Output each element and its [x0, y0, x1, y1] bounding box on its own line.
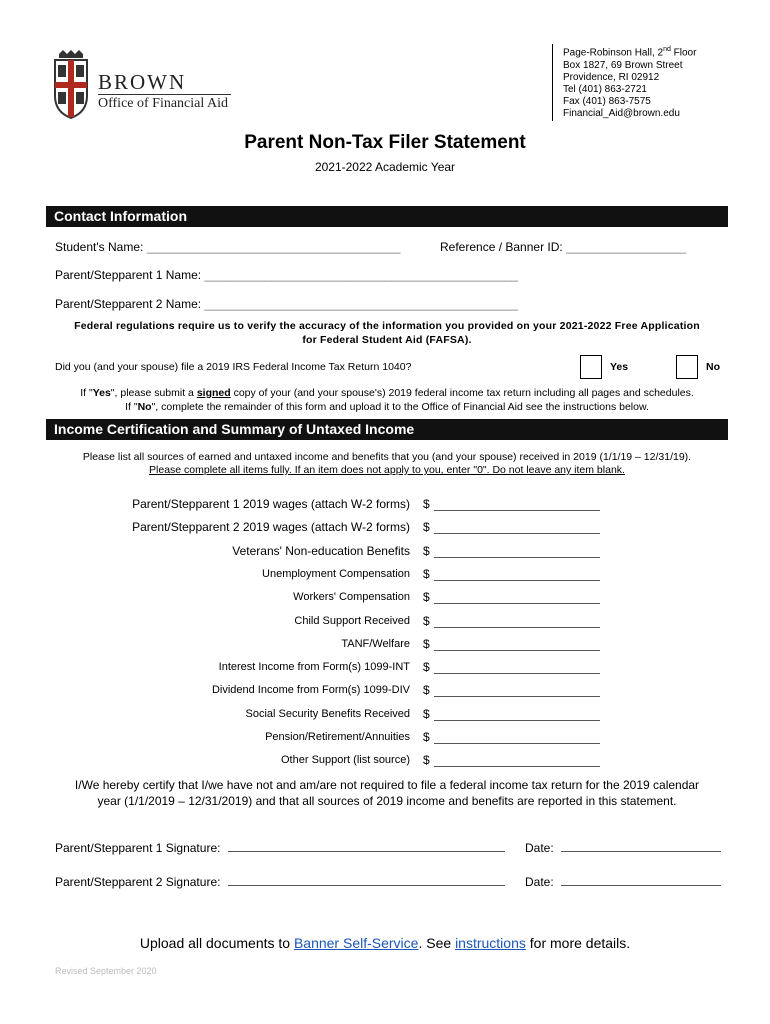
income-amount-line[interactable] [434, 754, 600, 767]
income-amount-line[interactable] [434, 638, 600, 651]
income-item-label: TANF/Welfare [341, 638, 410, 650]
parent2-name-line: _______________________________________________ [204, 297, 519, 311]
page-title: Parent Non-Tax Filer Statement [244, 132, 526, 153]
revision-date: Revised September 2020 [55, 966, 157, 976]
income-amount-line[interactable] [434, 661, 600, 674]
tax-return-question: Did you (and your spouse) file a 2019 IRS Federal Income Tax Return 1040? [55, 361, 412, 373]
logo-subtitle: Office of Financial Aid [98, 96, 228, 111]
dollar-sign: $ [423, 683, 430, 697]
student-name-field[interactable] [55, 240, 400, 254]
dollar-sign: $ [423, 730, 430, 744]
income-item-label: Child Support Received [294, 615, 410, 627]
dollar-sign: $ [423, 544, 430, 558]
parent1-signature-field[interactable] [55, 840, 505, 855]
no-label: No [706, 361, 720, 373]
yes-label: Yes [610, 361, 629, 373]
income-amount-line[interactable] [434, 708, 600, 721]
parent2-date-line [561, 874, 721, 886]
income-amount-line[interactable] [434, 591, 600, 604]
filing-instructions [46, 387, 728, 414]
income-item-label: Other Support (list source) [281, 754, 410, 766]
parent1-date-label: Date: [525, 841, 554, 855]
income-amount-line[interactable] [434, 521, 600, 534]
parent1-name-field[interactable] [55, 268, 518, 282]
income-item-label: Parent/Stepparent 1 2019 wages (attach W-2 forms) [132, 497, 410, 511]
income-amount-line[interactable] [434, 615, 600, 628]
income-amount-line[interactable] [434, 684, 600, 697]
income-amount-line[interactable] [434, 545, 600, 558]
logo-rule [98, 94, 231, 95]
dollar-sign: $ [423, 497, 430, 511]
address-fax: Fax (401) 863-7575 [563, 96, 651, 108]
income-item-label: Parent/Stepparent 2 2019 wages (attach W-2 forms) [132, 520, 410, 534]
student-name-label: Student's Name: [55, 240, 144, 254]
parent2-name-field[interactable] [55, 297, 518, 311]
income-section-header: Income Certification and Summary of Untaxed Income [46, 419, 728, 440]
federal-regulations-note: Federal regulations require us to verify the accuracy of the information you provided on your 2021-2022 Free Application for Federal Student Aid (FAFSA). [74, 320, 700, 346]
parent1-date-line [561, 840, 721, 852]
parent1-date-field[interactable] [525, 840, 721, 855]
reference-id-label: Reference / Banner ID: [440, 240, 563, 254]
dollar-sign: $ [423, 590, 430, 604]
dollar-sign: $ [423, 707, 430, 721]
income-item-label: Unemployment Compensation [262, 568, 410, 580]
no-instruction: If "No", complete the remainder of this form and upload it to the Office of Financial Aid see the instructions below. [125, 400, 649, 413]
income-amount-line[interactable] [434, 731, 600, 744]
income-item-label: Workers' Compensation [293, 591, 410, 603]
parent2-date-field[interactable] [525, 874, 721, 889]
parent2-signature-field[interactable] [55, 874, 505, 889]
income-item-label: Social Security Benefits Received [245, 708, 410, 720]
dollar-sign: $ [423, 660, 430, 674]
income-item-label: Pension/Retirement/Annuities [265, 731, 410, 743]
parent2-signature-label: Parent/Stepparent 2 Signature: [55, 875, 221, 889]
dollar-sign: $ [423, 567, 430, 581]
income-item-label: Interest Income from Form(s) 1099-INT [218, 661, 410, 673]
brown-crest-logo [53, 50, 89, 120]
address-phone: Tel (401) 863-2721 [563, 83, 647, 95]
upload-instructions: Upload all documents to Banner Self-Service. See instructions for more details. [139, 935, 631, 951]
parent1-name-label: Parent/Stepparent 1 Name: [55, 268, 202, 282]
student-name-line: ______________________________________ [146, 240, 401, 254]
address-line-3: Providence, RI 02912 [563, 71, 660, 83]
dollar-sign: $ [423, 637, 430, 651]
income-item-label: Veterans' Non-education Benefits [232, 544, 410, 558]
page-subtitle: 2021-2022 Academic Year [314, 160, 456, 174]
reference-id-field[interactable] [440, 240, 686, 254]
instructions-link[interactable]: instructions [455, 935, 526, 951]
income-item-label: Dividend Income from Form(s) 1099-DIV [211, 684, 410, 696]
parent1-signature-label: Parent/Stepparent 1 Signature: [55, 841, 221, 855]
dollar-sign: $ [423, 753, 430, 767]
parent2-name-label: Parent/Stepparent 2 Name: [55, 297, 202, 311]
dollar-sign: $ [423, 520, 430, 534]
income-intro: Please list all sources of earned and untaxed income and benefits that you (and your spouse) received in 2019 (1/1/19 – 12/31/19). Please complete all items fully. If an item does not apply to you, enter "0". Do not leave any item blank. [82, 451, 692, 476]
parent1-signature-line [228, 840, 505, 852]
yes-checkbox[interactable] [580, 355, 602, 379]
banner-self-service-link[interactable]: Banner Self-Service [293, 935, 419, 951]
income-amount-line[interactable] [434, 568, 600, 581]
income-amount-line[interactable] [434, 498, 600, 511]
yes-instruction: If "Yes", please submit a signed copy of your (and your spouse's) 2019 federal income tax return including all pages and schedules. [80, 387, 694, 399]
reference-id-line: __________________ [566, 240, 687, 254]
parent2-signature-line [228, 874, 505, 886]
logo-wordmark: BROWN [98, 70, 187, 94]
contact-section-header: Contact Information [46, 206, 728, 227]
parent2-date-label: Date: [525, 875, 554, 889]
office-address-block [552, 44, 696, 121]
address-line-1: Page-Robinson Hall, 2nd Floor [563, 46, 697, 59]
no-checkbox[interactable] [676, 355, 698, 379]
address-email: Financial_Aid@brown.edu [563, 108, 680, 120]
dollar-sign: $ [423, 614, 430, 628]
address-line-2: Box 1827, 69 Brown Street [563, 59, 683, 71]
parent1-name-line: _______________________________________________ [204, 268, 519, 282]
certification-statement: I/We hereby certify that I/we have not and am/are not required to file a federal income tax return for the 2019 calendar year (1/1/2019 – 12/31/2019) and that all sources of 2019 income and benefits are reported in this statement. [74, 778, 700, 808]
